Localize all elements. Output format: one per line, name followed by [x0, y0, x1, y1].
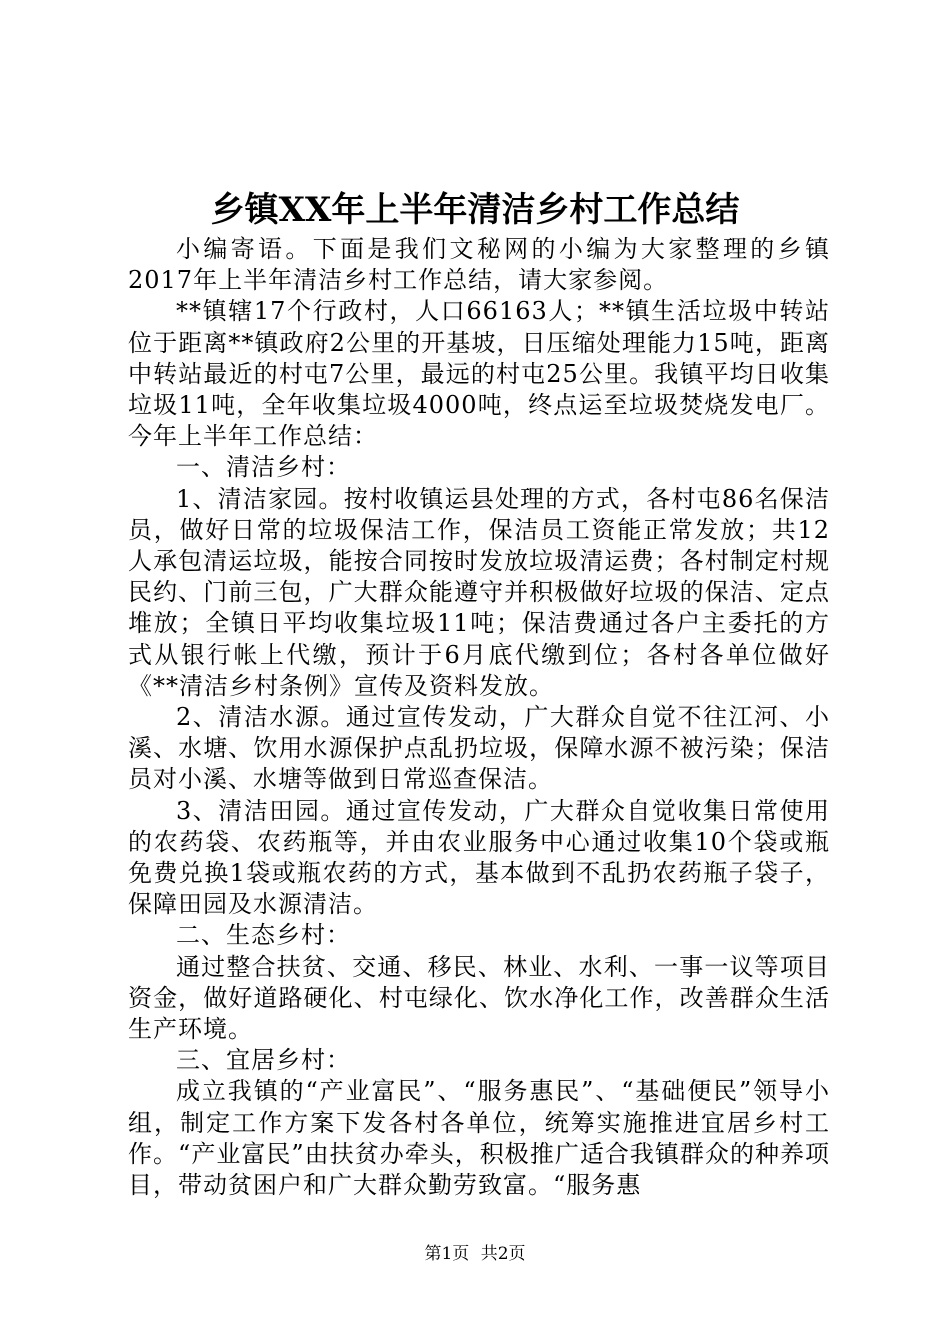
- paragraph-livable-village: 成立我镇的“产业富民”、“服务惠民”、“基础便民”领导小组，制定工作方案下发各村各单位，统筹实施推进宜居乡村工作。“产业富民”由扶贫办牵头，积极推广适合我镇群众的种养项目，带动贫困户和广大群众勤劳致富。“服务惠: [128, 1077, 830, 1200]
- paragraph-clean-fields: 3、清洁田园。通过宣传发动，广大群众自觉收集日常使用的农药袋、农药瓶等，并由农业服务中心通过收集10个袋或瓶免费兑换1袋或瓶农药的方式，基本做到不乱扔农药瓶子袋子，保障田园及水源清洁。: [128, 796, 830, 919]
- section-heading-livable-village: 三、宜居乡村：: [176, 1046, 351, 1075]
- paragraph-intro: 小编寄语。下面是我们文秘网的小编为大家整理的乡镇2017年上半年清洁乡村工作总结，请大家参阅。: [128, 235, 830, 295]
- section-heading-clean-village: 一、清洁乡村：: [176, 453, 351, 482]
- paragraph-clean-home: 1、清洁家园。按村收镇运县处理的方式，各村屯86名保洁员，做好日常的垃圾保洁工作，保洁员工资能正常发放；共12人承包清运垃圾，能按合同按时发放垃圾清运费；各村制定村规民约、门前三包，广大群众能遵守并积极做好垃圾的保洁、定点堆放；全镇日平均收集垃圾11吨；保洁费通过各户主委托的方式从银行帐上代缴，预计于6月底代缴到位；各村各单位做好《**清洁乡村条例》宣传及资料发放。: [128, 484, 830, 700]
- paragraph-eco-village: 通过整合扶贫、交通、移民、林业、水利、一事一议等项目资金，做好道路硬化、村屯绿化、饮水净化工作，改善群众生活生产环境。: [128, 952, 830, 1044]
- paragraph-overview: **镇辖17个行政村，人口66163人；**镇生活垃圾中转站位于距离**镇政府2公里的开基坡，日压缩处理能力15吨，距离中转站最近的村屯7公里，最远的村屯25公里。我镇平均日收集垃圾11吨，全年收集垃圾4000吨，终点运至垃圾焚烧发电厂。今年上半年工作总结：: [128, 297, 830, 451]
- page-number-total: 共2页: [480, 1244, 526, 1264]
- page-title: 乡镇XX年上半年清洁乡村工作总结: [210, 190, 740, 230]
- page-footer: [0, 1242, 950, 1266]
- page-number-current: 第1页: [424, 1244, 470, 1264]
- paragraph-clean-water: 2、清洁水源。通过宣传发动，广大群众自觉不往江河、小溪、水塘、饮用水源保护点乱扔垃圾，保障水源不被污染；保洁员对小溪、水塘等做到日常巡查保洁。: [128, 703, 830, 794]
- section-heading-eco-village: 二、生态乡村：: [176, 921, 351, 950]
- document-body: [128, 234, 830, 1201]
